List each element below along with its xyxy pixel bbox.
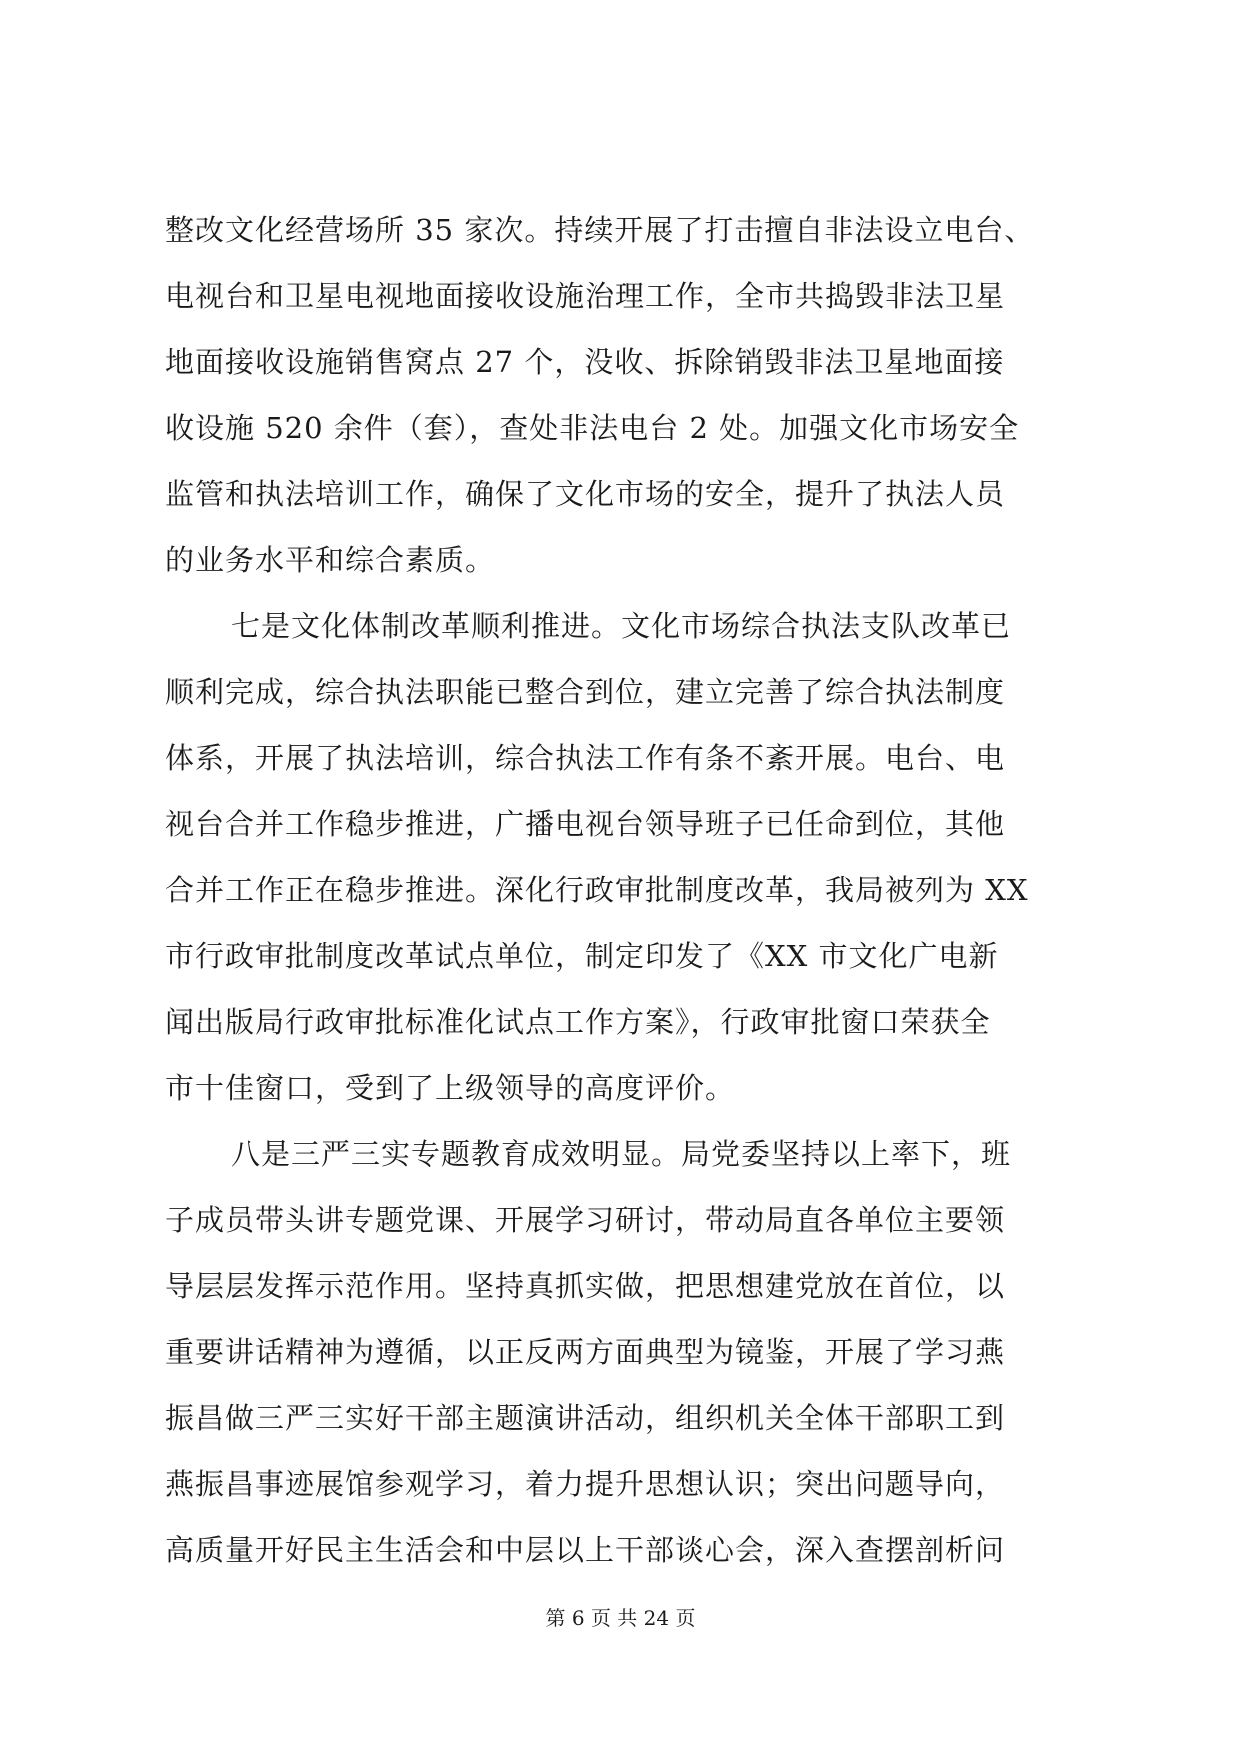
text-line: 燕振昌事迹展馆参观学习，着力提升思想认识；突出问题导向， xyxy=(165,1467,1006,1501)
text-line: 子成员带头讲专题党课、开展学习研讨，带动局直各单位主要领 xyxy=(165,1203,1006,1237)
text-line: 体系，开展了执法培训，综合执法工作有条不紊开展。电台、电 xyxy=(165,741,1006,775)
text-line: 市十佳窗口，受到了上级领导的高度评价。 xyxy=(165,1071,736,1105)
document-body xyxy=(165,197,1085,1583)
text-line: 振昌做三严三实好干部主题演讲活动，组织机关全体干部职工到 xyxy=(165,1401,1006,1435)
text-line: 合并工作正在稳步推进。深化行政审批制度改革，我局被列为 XX xyxy=(165,873,1029,907)
text-line: 导层层发挥示范作用。坚持真抓实做，把思想建党放在首位，以 xyxy=(165,1269,1006,1303)
page-number-footer: 第 6 页 共 24 页 xyxy=(545,1606,696,1630)
text-line: 重要讲话精神为遵循，以正反两方面典型为镜鉴，开展了学习燕 xyxy=(165,1335,1006,1369)
text-line: 市行政审批制度改革试点单位，制定印发了《XX 市文化广电新 xyxy=(165,939,999,973)
paragraph-start-line: 八是三严三实专题教育成效明显。局党委坚持以上率下，班 xyxy=(231,1137,1012,1171)
text-line: 闻出版局行政审批标准化试点工作方案》，行政审批窗口荣获全 xyxy=(165,1005,991,1039)
text-line: 地面接收设施销售窝点 27 个，没收、拆除销毁非法卫星地面接 xyxy=(165,345,1005,379)
text-line: 收设施 520 余件（套），查处非法电台 2 处。加强文化市场安全 xyxy=(165,411,1020,445)
paragraph-start-line: 七是文化体制改革顺利推进。文化市场综合执法支队改革已 xyxy=(231,609,1012,643)
text-line: 顺利完成，综合执法职能已整合到位，建立完善了综合执法制度 xyxy=(165,675,1006,709)
text-line: 监管和执法培训工作，确保了文化市场的安全，提升了执法人员 xyxy=(165,477,1006,511)
text-line: 的业务水平和综合素质。 xyxy=(165,543,496,577)
text-line: 高质量开好民主生活会和中层以上干部谈心会，深入查摆剖析问 xyxy=(165,1533,1006,1567)
text-line: 整改文化经营场所 35 家次。持续开展了打击擅自非法设立电台、 xyxy=(165,213,1035,247)
text-line: 视台合并工作稳步推进，广播电视台领导班子已任命到位，其他 xyxy=(165,807,1006,841)
text-line: 电视台和卫星电视地面接收设施治理工作，全市共捣毁非法卫星 xyxy=(165,279,1006,313)
